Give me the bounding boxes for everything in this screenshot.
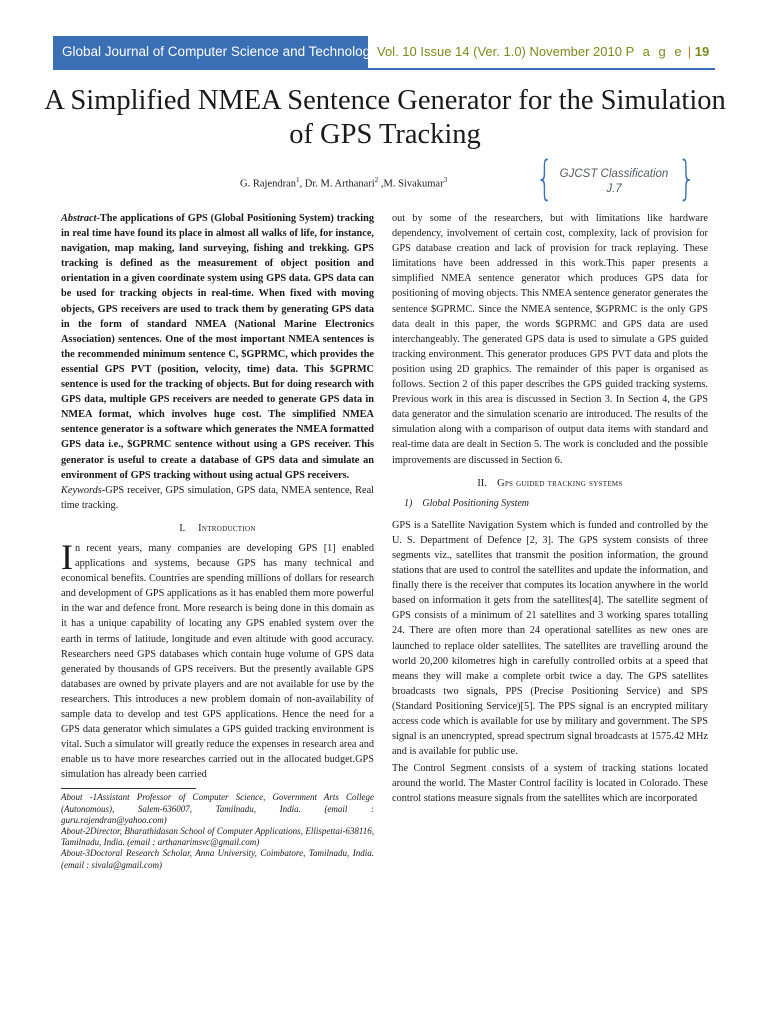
subsection-title: Global Positioning System <box>422 497 530 509</box>
abstract-lead: Abstract- <box>61 213 100 224</box>
page-number: 19 <box>694 44 710 59</box>
gps-paragraph-1: GPS is a Satellite Navigation System which is funded and controlled by the U. S. Department of Defence [2, 3]. The GPS system consists of three segments viz., satellites that transmit the position information, the ground stations that are used to control the satellites and update the information, and finally there is the receiver that computes its location anywhere in the world based on information it gets from the satellites[4]. The satellite segment of GPS consists of a minimum of 21 satellites and 3 working spares totalling 24. There are often more than 24 operational satellites as new ones are launched to replace older satellites. The satellites are travelling around the world 20,200 kilometres high in carefully controlled orbits at a speed that means they will make a complete orbit twice a day. The GPS satellites broadcasts two signals, PPS (Precise Positioning Service) and SPS (Standard Positioning Service)[5]. The PPS signal is an encrypted military access code which is available for use by military and government. The SPS signal is an unencrypted, spread spectrum signal broadcasts at 1575.42 MHz and is available for public use. <box>392 519 708 758</box>
author-footnotes <box>61 792 374 870</box>
left-brace-icon: { <box>535 151 554 205</box>
drop-cap: I <box>61 536 73 577</box>
classification-label: GJCST Classification <box>559 168 669 180</box>
introduction-text: n recent years, many companies are developing GPS [1] enabled applications and systems, because GPS has many technical and economical benefits. Countries are spending millions of dollars for research and development of GPS applications as it has enabled them more powerful in the war and defence front. More research is being done in this domain as it has a unique capability of locating any GPS enabled system over the earth in terms of latitude, longitude and even altitude with good accuracy. Researchers need GPS databases which contain huge volume of GPS data generated by thousands of GPS receivers. But the presently available GPS databases are owned by private players and are not available for use by the researchers. This introduces a new problem domain of non-availability of sample data to develop and test GPS applications. Hence the need for a GPS data generator which simulates a GPS guided tracking environment is vital. Such a simulator will greatly reduce the expenses in research area and enable us to have more researches carried out in the allocated budget.GPS simulation has already been carried <box>61 542 374 781</box>
keywords-lead: Keywords- <box>61 484 106 496</box>
section-heading-introduction <box>61 521 374 536</box>
right-column <box>392 211 708 807</box>
abstract-text: The applications of GPS (Global Positioning System) tracking in real time have found its place in almost all walks of life, for instance, navigation, map making, land surveying, fishing and trekking. GPS tracking is defined as the measurement of object position and orientation in a given coordinate system using GPS data. GPS data can be used for tracking objects in real-time. When fixed with moving objects, GPS receivers are used to track them by generating GPS data in the form of standard NMEA (National Marine Electronics Association) sentences. One of the most important NMEA sentences is the recommended minimum sentence C, $GPRMC, which provides the essential GPS PVT (position, velocity, time) data. This $GPRMC sentence is used for the tracking of objects. But for doing research with GPS data, multiple GPS receivers are needed to generate GPS data in NMEA format, which involves huge cost. The simplified NMEA sentence generator is a software which generates the NMEA formatted GPS data i.e., $GPRMC sentence without using a GPS receiver. This generator is useful to create a database of GPS data and simulate an environment of GPS tracking without using actual GPS receivers. <box>61 213 374 481</box>
classification-box <box>552 167 676 197</box>
section-title: Introduction <box>198 522 256 534</box>
keywords-text: GPS receiver, GPS simulation, GPS data, NMEA sentence, Real time tracking. <box>61 484 374 511</box>
subsection-number: 1) <box>404 497 413 509</box>
right-brace-icon: } <box>677 151 696 205</box>
footnote-rule <box>61 788 196 789</box>
header-rule <box>53 68 715 70</box>
author-2-mark: 2 <box>374 176 379 184</box>
footnote-1: About -1Assistant Professor of Computer Science, Government Arts College (Autonomous), Salem-636007, Tamilnadu, India. (email : guru.rajendran@yahoo.com) <box>61 792 374 825</box>
gps-paragraph-2: The Control Segment consists of a system of tracking stations located around the world. The Master Control facility is located in Colorado. These control stations measure signals from the satellites which are incorporated <box>392 763 708 805</box>
footnote-2: About-2Director, Bharathidasan School of Computer Applications, Ellispettai-638116, Tamilnadu, India. (email : arthanarimsvc@gmail.com) <box>61 826 374 848</box>
abstract <box>61 211 374 483</box>
subsection-heading <box>404 496 708 511</box>
left-column <box>61 211 374 871</box>
author-3: ,M. Sivakumar <box>378 178 444 190</box>
introduction-continuation: out by some of the researchers, but with limitations like hardware dependency, involvement of certain cost, complexity, lack of provision for GPS database creation and lack of provision for track replaying. These limitations have been addressed in this work.This paper presents a simplified NMEA sentence generator which produces GPS data for positioning of moving objects. This NMEA sentence generator generates the sentence $GPRMC. Since the NMEA sentence, $GPRMC is the only GPS data dealt in this paper, the words $GPRMC and GPS data are used interchangeably. The generated GPS data is used to simulate a GPS guided tracking environment. This generator produces GPS PVT data and plots the position using 2D graphics. The remainder of this paper is organised as follows. Section 2 of this paper describes the GPS guided tracking systems. Previous work in this area is discussed in Section 3. In Section 4, the GPS data generator and the simulation scenario are introduced. The results of the simulation along with a comparison of output data items with standard and real-time data are dealt in Section 5. The work is concluded and the possible improvements are discussed in Section 6. <box>392 213 708 466</box>
section-2-number: II. <box>477 477 487 489</box>
author-2: , Dr. M. Arthanari <box>299 178 375 190</box>
keywords <box>61 483 374 513</box>
classification-code: J.7 <box>606 183 622 195</box>
author-list <box>240 176 447 190</box>
page-label: P a g e <box>625 44 685 59</box>
paper-title: A Simplified NMEA Sentence Generator for the Simulation of GPS Tracking <box>44 85 726 150</box>
author-1: G. Rajendran <box>240 178 296 190</box>
volume-info: Vol. 10 Issue 14 (Ver. 1.0) November 2010 <box>377 44 622 59</box>
journal-name-banner: Global Journal of Computer Science and Technology <box>53 36 368 68</box>
issue-info <box>377 36 709 68</box>
section-2-title: Gps guided tracking systems <box>497 477 623 489</box>
page-separator: | <box>687 44 692 59</box>
section-heading-gps-tracking <box>392 476 708 491</box>
section-number: I. <box>179 522 186 534</box>
introduction-paragraph <box>61 536 374 783</box>
footnote-3: About-3Doctoral Research Scholar, Anna University, Coimbatore, Tamilnadu, India. (email : sivala@gmail.com) <box>61 848 374 870</box>
author-1-mark: 1 <box>295 176 300 184</box>
author-3-mark: 3 <box>443 176 448 184</box>
